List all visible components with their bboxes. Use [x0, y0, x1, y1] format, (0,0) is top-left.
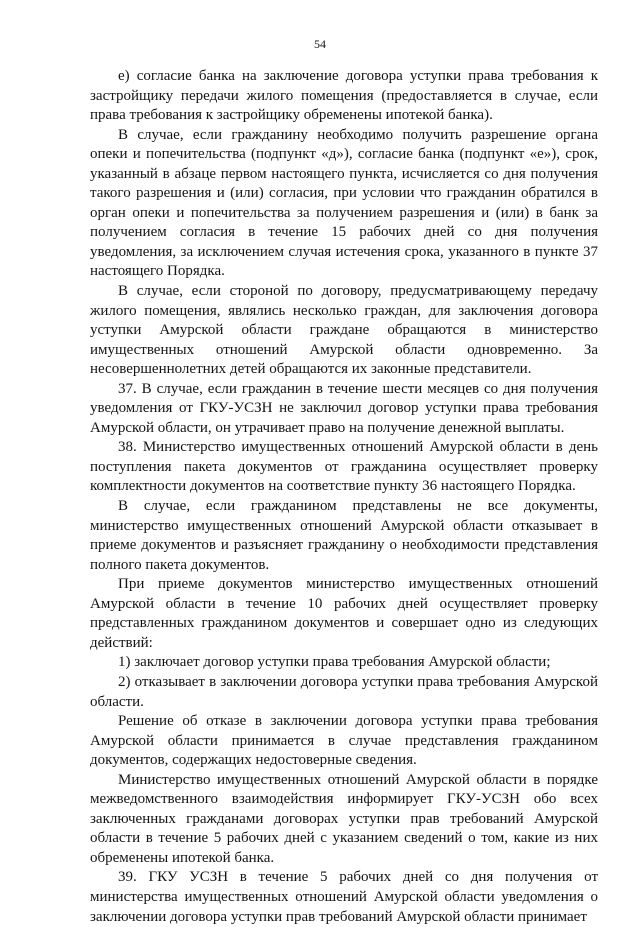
paragraph-multiple-citizens: В случае, если стороной по договору, предусматривающему передачу жилого помещения, являлись несколько граждан, для заключения договора уступки Амурской области граждане обращаются в министерство имущественных отношений Амурской области одновременно. За несовершеннолетних детей обращаются их законные представители. — [90, 283, 598, 378]
paragraph-interagency-notice: Министерство имущественных отношений Амурской области в порядке межведомственного взаимодействия информирует ГКУ-УСЗН обо всех заключенных гражданами договорах уступки прав требований Амурской области в течение 5 рабочих дней с указанием сведений о том, какие из них обременены ипотекой банка. — [90, 771, 598, 866]
paragraph-subpoint-e: е) согласие банка на заключение договора уступки права требования к застройщику передачи жилого помещения (предоставляется в случае, если права требования к застройщику обременены ипотекой банка). — [90, 68, 598, 124]
paragraph-guardianship-permission: В случае, если гражданину необходимо получить разрешение органа опеки и попечительства (подпункт «д»), согласие банка (подпункт «е»), срок, указанный в абзаце первом настоящего пункта, исчисляется со дня получения такого разрешения и (или) согласия, при условии что гражданин обратился в орган опеки и попечительства за получением разрешения и (или) в банк за получением согласия в течение 15 рабочих дней со дня получения уведомления, за исключением случая истечения срока, указанного в пункте 37 настоящего Порядка. — [90, 126, 598, 280]
paragraph-refusal-decision: Решение об отказе в заключении договора уступки права требования Амурской области принимается в случае представления гражданином документов, содержащих недостоверные сведения. — [90, 713, 598, 769]
list-item-1: 1) заключает договор уступки права требования Амурской области; — [118, 654, 551, 671]
page-number: 54 — [314, 37, 326, 51]
paragraph-incomplete-documents: В случае, если гражданином представлены не все документы, министерство имущественных отношений Амурской области отказывает в приеме документов и разъясняет гражданину о необходимости представления полного пакета документов. — [90, 498, 598, 573]
paragraph-document-review: При приеме документов министерство имущественных отношений Амурской области в течение 10 рабочих дней осуществляет проверку представленных гражданином документов и совершает одно из следующих действий: — [90, 576, 598, 651]
paragraph-item-39: 39. ГКУ УСЗН в течение 5 рабочих дней со дня получения от министерства имущественных отношений Амурской области уведомления о заключении договора уступки прав требований Амурской области принимает — [90, 869, 598, 925]
list-item-2: 2) отказывает в заключении договора уступки права требования Амурской области. — [90, 673, 598, 710]
document-body — [90, 67, 598, 927]
paragraph-item-37: 37. В случае, если гражданин в течение шести месяцев со дня получения уведомления от ГКУ-УСЗН не заключил договор уступки права требования Амурской области, он утрачивает право на получение денежной выплаты. — [90, 380, 598, 436]
paragraph-item-38: 38. Министерство имущественных отношений Амурской области в день поступления пакета документов от гражданина осуществляет проверку комплектности документов на соответствие пункту 36 настоящего Порядка. — [90, 439, 598, 495]
